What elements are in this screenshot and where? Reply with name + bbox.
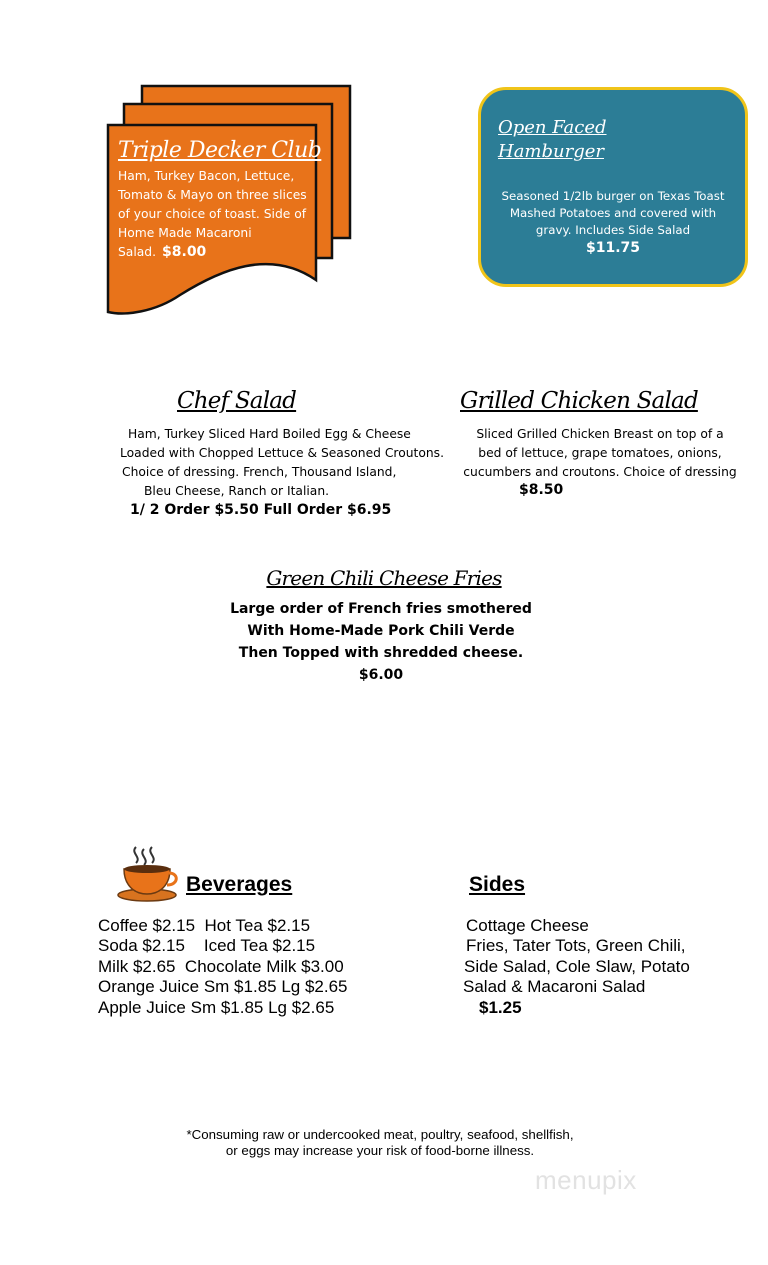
chef-salad-description: Ham, Turkey Sliced Hard Boiled Egg & Cheese Loaded with Chopped Lettuce & Seasoned Croutons. Choice of dressing. French, Thousand Island, Bleu Cheese, Ranch or Italian.	[120, 427, 444, 498]
food-safety-disclaimer: *Consuming raw or undercooked meat, poultry, seafood, shellfish, or eggs may increase your risk of food-borne illness.	[186, 1127, 574, 1158]
grilled-chicken-salad-description: Sliced Grilled Chicken Breast on top of a bed of lettuce, grape tomatoes, onions, cucumbers and croutons. Choice of dressing	[463, 427, 737, 479]
sides-price: $1.25	[479, 997, 522, 1017]
menupix-watermark: menupix	[535, 1165, 637, 1195]
club-title: Triple Decker Club	[118, 138, 322, 163]
club-description: Ham, Turkey Bacon, Lettuce, Tomato & Mayo on three slices of your choice of toast. Side of Home Made Macaroni Salad. $8.00	[118, 169, 307, 260]
grilled-chicken-salad-title: Grilled Chicken Salad	[460, 388, 698, 414]
beverages-list: Coffee $2.15 Hot Tea $2.15 Soda $2.15 Iced Tea $2.15 Milk $2.65 Chocolate Milk $3.00 Orange Juice Sm $1.85 Lg $2.65 Apple Juice Sm $1.85 Lg $2.65	[98, 916, 348, 1017]
fries-price: $6.00	[358, 667, 404, 683]
burger-title: Open Faced Hamburger	[498, 117, 607, 162]
sides-heading: Sides	[469, 873, 526, 896]
sides-list: Cottage Cheese Fries, Tater Tots, Green Chili, Side Salad, Cole Slaw, Potato Salad & Macaroni Salad $1.25	[463, 916, 690, 1017]
chef-salad-price: 1/ 2 Order $5.50 Full Order $6.95	[130, 502, 392, 518]
burger-price: $11.75	[585, 240, 641, 256]
club-price: $8.00	[162, 244, 207, 260]
grilled-chicken-salad-price: $8.50	[519, 482, 564, 498]
beverages-heading: Beverages	[186, 873, 293, 896]
coffee-cup-icon	[116, 845, 180, 903]
chef-salad-title: Chef Salad	[177, 388, 297, 414]
fries-title: Green Chili Cheese Fries	[266, 566, 502, 590]
fries-description: Large order of French fries smothered With Home-Made Pork Chili Verde Then Topped with shredded cheese. $6.00	[0, 598, 762, 686]
burger-description: Seasoned 1/2lb burger on Texas Toast Mashed Potatoes and covered with gravy. Includes Side Salad	[501, 189, 725, 237]
